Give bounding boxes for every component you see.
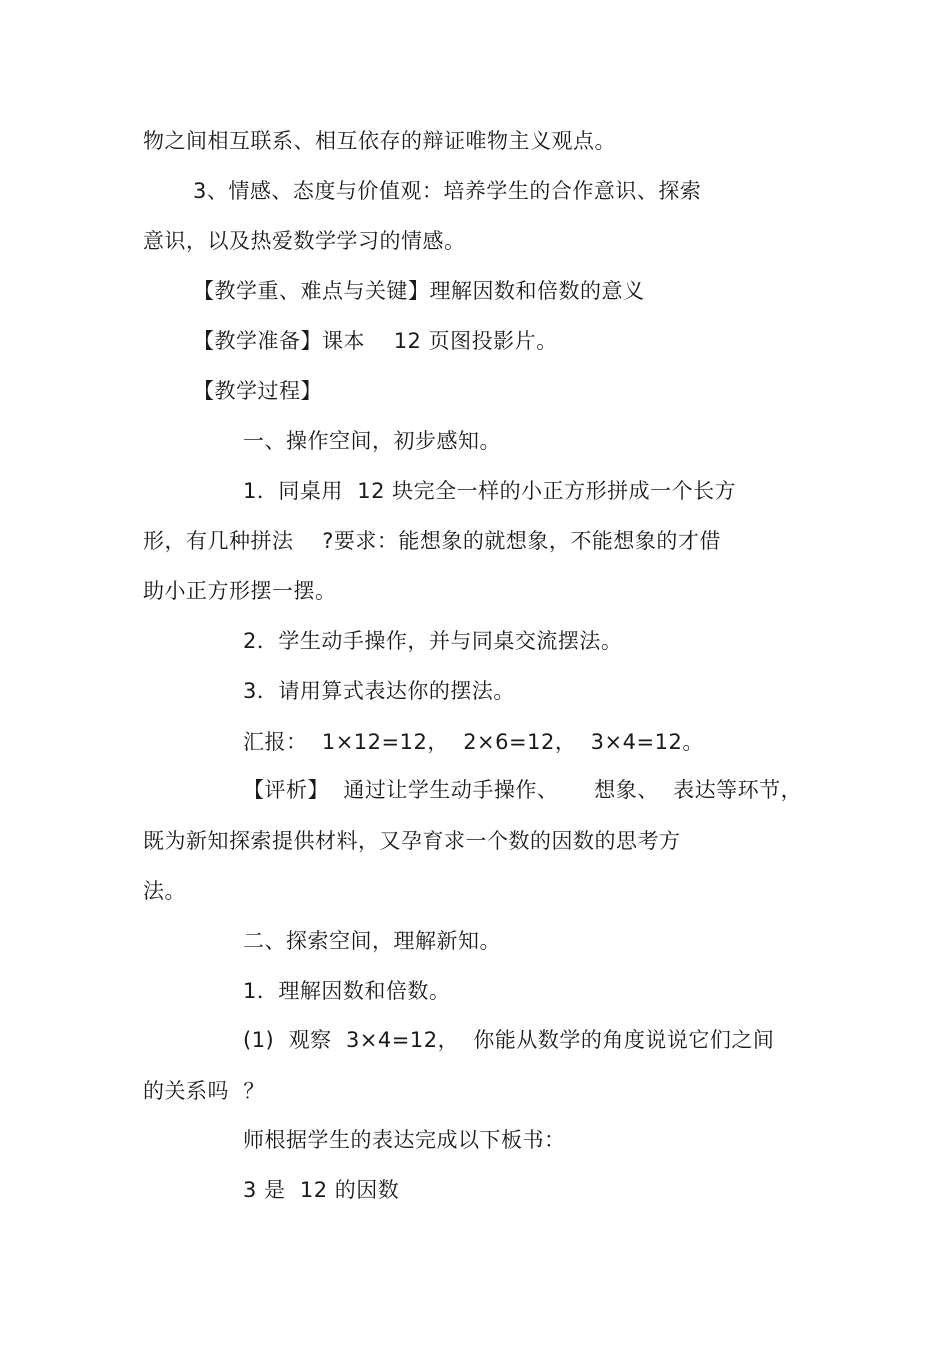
text-line-17: 二、探索空间，理解新知。 <box>243 929 501 953</box>
text-line-16: 法。 <box>143 879 186 903</box>
text-line-3: 意识，以及热爱数学学习的情感。 <box>143 229 466 253</box>
text-line-7: 一、操作空间，初步感知。 <box>243 429 501 453</box>
text-line-14: 【评析】 通过让学生动手操作、 想象、 表达等环节， <box>243 778 803 802</box>
text-line-15: 既为新知探索提供材料，又孕育求一个数的因数的思考方 <box>143 829 681 853</box>
text-line-2: 3、情感、态度与价值观：培养学生的合作意识、探索 <box>193 179 702 203</box>
text-line-6: 【教学过程】 <box>193 379 322 403</box>
text-line-5: 【教学准备】课本 12 页图投影片。 <box>193 329 558 353</box>
text-line-18: 1．理解因数和倍数。 <box>243 979 451 1003</box>
text-line-4: 【教学重、难点与关键】理解因数和倍数的意义 <box>193 279 645 303</box>
text-line-8: 1．同桌用 12 块完全一样的小正方形拼成一个长方 <box>243 479 737 503</box>
text-line-20: 的关系吗 ？ <box>143 1079 265 1103</box>
text-line-10: 助小正方形摆一摆。 <box>143 579 337 603</box>
text-line-19: (1) 观察 3×4=12， 你能从数学的角度说说它们之间 <box>243 1028 775 1052</box>
text-line-22: 3 是 12 的因数 <box>243 1178 400 1202</box>
text-line-12: 3．请用算式表达你的摆法。 <box>243 679 515 703</box>
text-line-13: 汇报： 1×12=12， 2×6=12， 3×4=12。 <box>243 730 704 754</box>
text-line-21: 师根据学生的表达完成以下板书： <box>243 1128 566 1152</box>
text-line-9: 形，有几种拼法 ?要求：能想象的就想象，不能想象的才借 <box>143 529 721 553</box>
text-line-1: 物之间相互联系、相互依存的辩证唯物主义观点。 <box>143 129 616 153</box>
text-line-11: 2．学生动手操作，并与同桌交流摆法。 <box>243 629 623 653</box>
